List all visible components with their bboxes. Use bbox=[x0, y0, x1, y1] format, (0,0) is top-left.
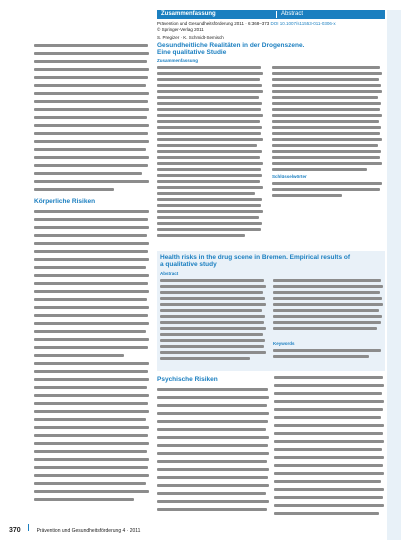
en-abstract-body-left bbox=[160, 279, 266, 369]
abstract-header-bar bbox=[157, 10, 385, 19]
header-divider bbox=[276, 11, 277, 18]
authors: S. Pregizer · K. Schmidt-Semisch bbox=[157, 35, 224, 40]
de-keywords-body bbox=[272, 182, 384, 202]
english-abstract-box bbox=[157, 251, 385, 371]
main-body-left bbox=[157, 388, 270, 518]
footer-divider bbox=[28, 524, 29, 531]
page-footer bbox=[9, 519, 169, 534]
header-left-label: Zusammenfassung bbox=[161, 11, 216, 17]
margin-strip bbox=[387, 10, 401, 540]
de-abstract-body-left bbox=[157, 66, 265, 246]
de-abstract-body-right bbox=[272, 66, 384, 246]
en-abstract-heading: Abstract bbox=[160, 271, 179, 276]
en-keywords-body bbox=[273, 349, 383, 363]
doi[interactable]: DOI 10.1007/s11553-011-0306-x bbox=[270, 21, 336, 26]
de-abstract-heading: Zusammenfassung bbox=[157, 58, 199, 63]
en-keywords-label: Keywords bbox=[273, 341, 295, 346]
main-body-right bbox=[274, 376, 385, 518]
main-section-heading: Psychische Risiken bbox=[157, 376, 218, 383]
left-section-heading: Körperliche Risiken bbox=[34, 198, 96, 205]
left-body-column-2 bbox=[34, 210, 151, 510]
journal-name: Prävention und Gesundheitsförderung 4 · 2011 bbox=[36, 528, 141, 534]
de-title-line1: Gesundheitliche Realitäten in der Drogenszene. bbox=[157, 42, 305, 49]
citation: Prävention und Gesundheitsförderung 2011 · 6:368–373 bbox=[157, 21, 270, 26]
de-title-line2: Eine qualitative Studie bbox=[157, 49, 227, 56]
de-keywords-label: Schlüsselwörter bbox=[272, 174, 307, 179]
en-title-line2: a qualitative study bbox=[160, 261, 217, 268]
en-title-line1: Health risks in the drug scene in Bremen. Empirical results of bbox=[160, 254, 351, 261]
copyright: © Springer-Verlag 2011 bbox=[157, 27, 204, 32]
header-right-label: Abstract bbox=[281, 11, 304, 17]
page-number: 370 bbox=[9, 527, 21, 534]
